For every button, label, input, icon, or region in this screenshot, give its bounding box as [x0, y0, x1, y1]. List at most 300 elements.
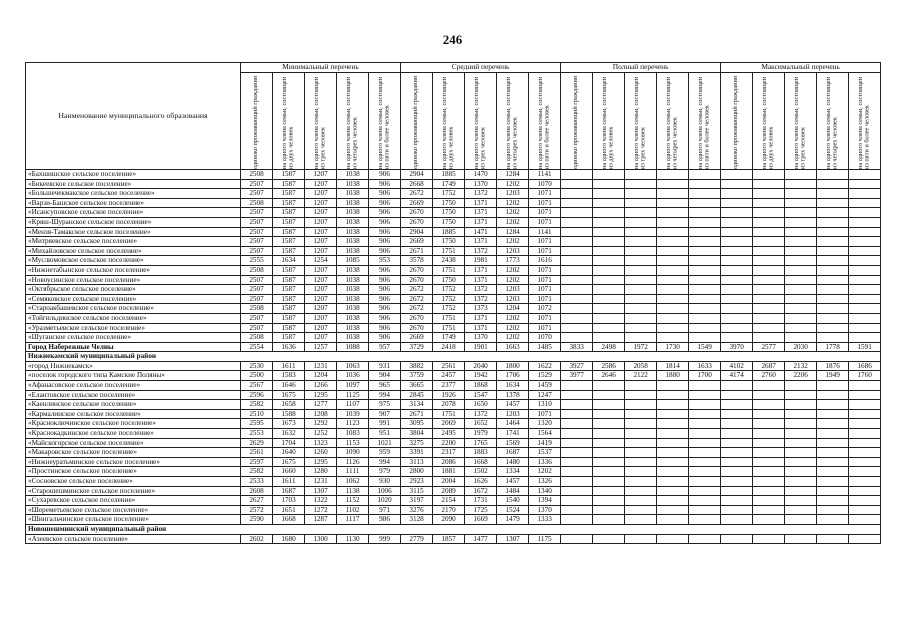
value-cell — [817, 198, 849, 208]
value-cell — [593, 217, 625, 227]
value-cell — [785, 390, 817, 400]
value-cell: 2671 — [401, 246, 433, 256]
value-cell: 1323 — [305, 438, 337, 448]
value-cell: 2507 — [241, 227, 273, 237]
subcolumn-header — [337, 73, 369, 170]
value-cell — [561, 265, 593, 275]
value-cell — [721, 534, 753, 544]
group-header-minimum: Минимальный перечень — [241, 63, 401, 73]
value-cell: 1141 — [529, 170, 561, 180]
value-cell — [817, 246, 849, 256]
subcolumn-header — [785, 73, 817, 170]
value-cell — [593, 438, 625, 448]
value-cell — [689, 237, 721, 247]
value-cell: 1295 — [305, 457, 337, 467]
table-row — [26, 198, 881, 208]
value-cell — [849, 390, 881, 400]
value-cell — [785, 429, 817, 439]
value-cell — [753, 246, 785, 256]
value-cell — [657, 265, 689, 275]
value-cell — [721, 496, 753, 506]
value-cell: 2608 — [241, 486, 273, 496]
value-cell — [689, 457, 721, 467]
group-header-maximum: Максимальный перечень — [721, 63, 881, 73]
value-cell: 1372 — [465, 246, 497, 256]
table-row — [26, 496, 881, 506]
value-cell — [561, 189, 593, 199]
value-cell — [721, 179, 753, 189]
value-cell: 2904 — [401, 227, 433, 237]
value-cell: 906 — [369, 265, 401, 275]
value-cell: 1370 — [465, 179, 497, 189]
table-row — [26, 381, 881, 391]
value-cell: 906 — [369, 313, 401, 323]
value-cell: 1660 — [273, 467, 305, 477]
municipality-name: «Исансуповское сельское поселение» — [26, 208, 241, 218]
value-cell: 1020 — [369, 496, 401, 506]
value-cell — [849, 333, 881, 343]
value-cell — [721, 467, 753, 477]
value-cell: 1587 — [273, 189, 305, 199]
value-cell: 1752 — [433, 304, 465, 314]
value-cell — [849, 419, 881, 429]
value-cell — [849, 457, 881, 467]
value-cell — [721, 333, 753, 343]
value-cell — [593, 486, 625, 496]
value-cell: 1752 — [433, 189, 465, 199]
value-cell: 1885 — [433, 227, 465, 237]
value-cell — [817, 313, 849, 323]
value-cell: 2577 — [753, 342, 785, 352]
value-cell: 3391 — [401, 448, 433, 458]
value-cell: 906 — [369, 275, 401, 285]
municipality-name: «Бахшишское сельское поселение» — [26, 170, 241, 180]
value-cell — [657, 486, 689, 496]
table-row — [26, 505, 881, 515]
value-cell — [753, 534, 785, 544]
value-cell: 1071 — [529, 208, 561, 218]
value-cell: 2507 — [241, 189, 273, 199]
value-cell — [625, 237, 657, 247]
value-cell — [657, 189, 689, 199]
value-cell: 4174 — [721, 371, 753, 381]
value-cell: 1588 — [273, 409, 305, 419]
value-cell — [785, 275, 817, 285]
value-cell: 1636 — [273, 342, 305, 352]
value-cell: 1651 — [273, 505, 305, 515]
value-cell: 2507 — [241, 323, 273, 333]
value-cell: 906 — [369, 217, 401, 227]
value-cell — [625, 198, 657, 208]
value-cell — [753, 467, 785, 477]
value-cell — [817, 294, 849, 304]
value-cell: 2507 — [241, 179, 273, 189]
value-cell — [625, 486, 657, 496]
value-cell — [817, 170, 849, 180]
value-cell — [753, 256, 785, 266]
value-cell: 1039 — [337, 409, 369, 419]
table-row — [26, 477, 881, 487]
value-cell — [849, 256, 881, 266]
table-row — [26, 448, 881, 458]
value-cell: 2090 — [433, 515, 465, 525]
value-cell — [625, 323, 657, 333]
value-cell: 1634 — [273, 256, 305, 266]
value-cell — [593, 208, 625, 218]
value-cell: 2845 — [401, 390, 433, 400]
value-cell — [817, 390, 849, 400]
value-cell: 1751 — [433, 265, 465, 275]
value-cell: 906 — [369, 294, 401, 304]
value-cell — [657, 217, 689, 227]
value-cell — [721, 400, 753, 410]
value-cell: 1257 — [305, 342, 337, 352]
value-cell: 1583 — [273, 371, 305, 381]
table-row — [26, 371, 881, 381]
value-cell: 1202 — [497, 275, 529, 285]
value-cell — [785, 486, 817, 496]
value-cell — [817, 237, 849, 247]
value-cell: 906 — [369, 237, 401, 247]
value-cell — [561, 304, 593, 314]
table-row — [26, 342, 881, 352]
subcolumn-header-label: на одного члена семьи, состоящей из пяти и более человек — [857, 77, 871, 169]
value-cell: 2597 — [241, 457, 273, 467]
value-cell: 1310 — [529, 400, 561, 410]
value-cell — [593, 467, 625, 477]
value-cell — [753, 179, 785, 189]
value-cell: 2669 — [401, 198, 433, 208]
value-cell — [753, 448, 785, 458]
value-cell: 1326 — [529, 477, 561, 487]
value-cell: 957 — [369, 342, 401, 352]
value-cell — [849, 323, 881, 333]
municipality-name: «Большечекмакское сельское поселение» — [26, 189, 241, 199]
value-cell: 1088 — [337, 342, 369, 352]
value-cell — [625, 438, 657, 448]
value-cell — [593, 179, 625, 189]
value-cell: 2554 — [241, 342, 273, 352]
value-cell: 1320 — [529, 419, 561, 429]
subcolumn-header-label: на одного члена семьи, состоящей из пяти и более человек — [376, 77, 391, 169]
value-cell — [593, 304, 625, 314]
subcolumn-header-label: на одного члена семьи, состоящей из трех человек — [633, 77, 647, 169]
municipality-name: «Бикеевское сельское поселение» — [26, 179, 241, 189]
value-cell: 1202 — [497, 208, 529, 218]
value-cell: 1070 — [529, 333, 561, 343]
value-cell: 2507 — [241, 217, 273, 227]
value-cell — [817, 333, 849, 343]
value-cell — [593, 419, 625, 429]
value-cell: 2760 — [753, 371, 785, 381]
value-cell — [625, 515, 657, 525]
value-cell: 3882 — [401, 361, 433, 371]
value-cell: 904 — [369, 371, 401, 381]
value-cell: 1071 — [529, 265, 561, 275]
value-cell — [689, 496, 721, 506]
value-cell: 1126 — [337, 457, 369, 467]
value-cell: 1272 — [305, 505, 337, 515]
value-cell — [721, 381, 753, 391]
municipality-name: «Михайловское сельское поселение» — [26, 246, 241, 256]
value-cell — [785, 409, 817, 419]
municipality-name: «Митряевское сельское поселение» — [26, 237, 241, 247]
table-row — [26, 227, 881, 237]
value-cell — [593, 457, 625, 467]
subcolumn-header — [753, 73, 785, 170]
value-cell: 1750 — [433, 198, 465, 208]
value-cell — [625, 275, 657, 285]
value-cell — [849, 515, 881, 525]
value-cell: 1972 — [625, 342, 657, 352]
value-cell — [561, 256, 593, 266]
value-cell — [721, 505, 753, 515]
value-cell: 1704 — [273, 438, 305, 448]
value-cell: 2530 — [241, 361, 273, 371]
value-cell — [625, 457, 657, 467]
value-cell — [817, 400, 849, 410]
table-row — [26, 534, 881, 544]
value-cell: 1633 — [689, 361, 721, 371]
value-cell — [753, 208, 785, 218]
value-cell — [753, 515, 785, 525]
value-cell: 1751 — [433, 409, 465, 419]
value-cell: 1202 — [497, 265, 529, 275]
value-cell: 1876 — [817, 361, 849, 371]
value-cell: 1336 — [529, 457, 561, 467]
value-cell — [817, 467, 849, 477]
value-cell: 2672 — [401, 189, 433, 199]
value-cell — [657, 179, 689, 189]
value-cell: 1524 — [497, 505, 529, 515]
value-cell — [817, 256, 849, 266]
value-cell: 1371 — [465, 198, 497, 208]
value-cell — [625, 265, 657, 275]
value-cell: 2669 — [401, 237, 433, 247]
value-cell: 2507 — [241, 246, 273, 256]
value-cell — [593, 313, 625, 323]
value-cell: 1485 — [529, 342, 561, 352]
value-cell — [657, 304, 689, 314]
value-cell — [593, 477, 625, 487]
value-cell — [689, 467, 721, 477]
subcolumn-header — [689, 73, 721, 170]
value-cell — [593, 285, 625, 295]
value-cell: 1477 — [465, 534, 497, 544]
value-cell — [849, 313, 881, 323]
value-cell — [785, 477, 817, 487]
value-cell: 1300 — [305, 534, 337, 544]
value-cell — [593, 448, 625, 458]
value-cell: 1247 — [529, 390, 561, 400]
value-cell — [593, 256, 625, 266]
value-cell: 991 — [369, 419, 401, 429]
value-cell — [849, 534, 881, 544]
value-cell: 2670 — [401, 275, 433, 285]
value-cell — [817, 409, 849, 419]
value-cell: 2154 — [433, 496, 465, 506]
value-cell: 906 — [369, 189, 401, 199]
value-cell: 1102 — [337, 505, 369, 515]
value-cell — [721, 438, 753, 448]
value-cell: 1569 — [497, 438, 529, 448]
value-cell: 994 — [369, 457, 401, 467]
value-cell — [657, 438, 689, 448]
value-cell: 1207 — [305, 333, 337, 343]
value-cell — [785, 198, 817, 208]
value-cell — [657, 467, 689, 477]
value-cell: 2590 — [241, 515, 273, 525]
value-cell — [561, 170, 593, 180]
value-cell: 2586 — [593, 361, 625, 371]
value-cell: 1203 — [497, 246, 529, 256]
value-cell: 1111 — [337, 467, 369, 477]
value-cell: 1587 — [273, 294, 305, 304]
value-cell — [817, 486, 849, 496]
table-row — [26, 170, 881, 180]
value-cell: 1587 — [273, 227, 305, 237]
value-cell — [785, 208, 817, 218]
value-cell — [657, 333, 689, 343]
value-cell — [561, 237, 593, 247]
value-cell: 1587 — [273, 313, 305, 323]
value-cell: 2595 — [241, 419, 273, 429]
value-cell: 1668 — [465, 457, 497, 467]
value-cell: 1587 — [273, 217, 305, 227]
value-cell: 1063 — [337, 361, 369, 371]
value-cell — [817, 323, 849, 333]
value-cell: 2567 — [241, 381, 273, 391]
value-cell — [817, 429, 849, 439]
value-cell: 1394 — [529, 496, 561, 506]
subcolumn-header-label: одиноко проживающий гражданин — [572, 75, 580, 169]
value-cell: 1231 — [305, 361, 337, 371]
value-cell: 2561 — [241, 448, 273, 458]
subcolumn-header-label: на одного члена семьи, состоящей из четырех человек — [504, 77, 519, 169]
value-cell — [625, 208, 657, 218]
section-header-row — [26, 524, 881, 534]
value-cell — [753, 217, 785, 227]
value-cell: 1663 — [497, 342, 529, 352]
value-cell — [849, 179, 881, 189]
value-cell — [849, 246, 881, 256]
value-cell: 1470 — [465, 170, 497, 180]
value-cell — [657, 198, 689, 208]
municipality-name: Город Набережные Челны — [26, 342, 241, 352]
value-cell: 1117 — [337, 515, 369, 525]
value-cell: 1669 — [465, 515, 497, 525]
value-cell: 1372 — [465, 189, 497, 199]
value-cell: 1778 — [817, 342, 849, 352]
value-cell — [561, 313, 593, 323]
value-cell: 2670 — [401, 217, 433, 227]
value-cell: 1207 — [305, 265, 337, 275]
value-cell: 1202 — [497, 179, 529, 189]
value-cell — [849, 208, 881, 218]
value-cell: 2122 — [625, 371, 657, 381]
value-cell: 1130 — [337, 534, 369, 544]
value-cell: 1502 — [465, 467, 497, 477]
value-cell — [785, 448, 817, 458]
value-cell: 1371 — [465, 265, 497, 275]
value-cell: 1202 — [497, 313, 529, 323]
value-cell: 1680 — [273, 534, 305, 544]
value-cell — [689, 505, 721, 515]
value-cell — [849, 227, 881, 237]
value-cell: 2779 — [401, 534, 433, 544]
value-cell — [721, 189, 753, 199]
value-cell: 1072 — [529, 304, 561, 314]
value-cell: 1372 — [465, 294, 497, 304]
value-cell: 2669 — [401, 333, 433, 343]
value-cell: 2507 — [241, 285, 273, 295]
value-cell: 1207 — [305, 237, 337, 247]
value-cell — [849, 429, 881, 439]
value-cell: 1207 — [305, 304, 337, 314]
value-cell: 1071 — [529, 323, 561, 333]
value-cell: 2377 — [433, 381, 465, 391]
value-cell — [753, 304, 785, 314]
value-cell: 1587 — [273, 333, 305, 343]
value-cell — [625, 313, 657, 323]
value-cell: 2670 — [401, 208, 433, 218]
table-row — [26, 457, 881, 467]
value-cell — [785, 227, 817, 237]
value-cell: 3833 — [561, 342, 593, 352]
group-header-average: Средний перечень — [401, 63, 561, 73]
value-cell: 2510 — [241, 409, 273, 419]
value-cell: 1204 — [305, 371, 337, 381]
value-cell: 2507 — [241, 294, 273, 304]
value-cell — [817, 179, 849, 189]
value-cell: 3804 — [401, 429, 433, 439]
value-cell — [753, 400, 785, 410]
value-cell: 2596 — [241, 390, 273, 400]
value-cell — [689, 477, 721, 487]
value-cell: 1686 — [849, 361, 881, 371]
value-cell: 2086 — [433, 457, 465, 467]
subcolumn-header-label: одиноко проживающий гражданин — [732, 75, 740, 169]
value-cell — [849, 438, 881, 448]
value-cell: 1284 — [497, 227, 529, 237]
value-cell — [561, 246, 593, 256]
value-cell — [849, 467, 881, 477]
value-cell — [785, 438, 817, 448]
value-cell: 3927 — [561, 361, 593, 371]
value-cell: 1942 — [465, 371, 497, 381]
value-cell: 1207 — [305, 285, 337, 295]
value-cell: 1038 — [337, 170, 369, 180]
value-cell: 2533 — [241, 477, 273, 487]
value-cell: 2668 — [401, 179, 433, 189]
value-cell — [753, 227, 785, 237]
value-cell: 1750 — [433, 237, 465, 247]
value-cell: 1464 — [497, 419, 529, 429]
value-cell: 1587 — [273, 304, 305, 314]
value-cell: 1587 — [273, 323, 305, 333]
value-cell — [561, 467, 593, 477]
value-cell: 1479 — [497, 515, 529, 525]
municipality-name: «Макаровское сельское поселение» — [26, 448, 241, 458]
value-cell: 2672 — [401, 294, 433, 304]
value-cell: 1587 — [273, 179, 305, 189]
value-cell: 2132 — [785, 361, 817, 371]
value-cell: 986 — [369, 515, 401, 525]
value-cell: 951 — [369, 429, 401, 439]
value-cell: 1202 — [497, 198, 529, 208]
value-cell: 906 — [369, 285, 401, 295]
value-cell — [721, 237, 753, 247]
